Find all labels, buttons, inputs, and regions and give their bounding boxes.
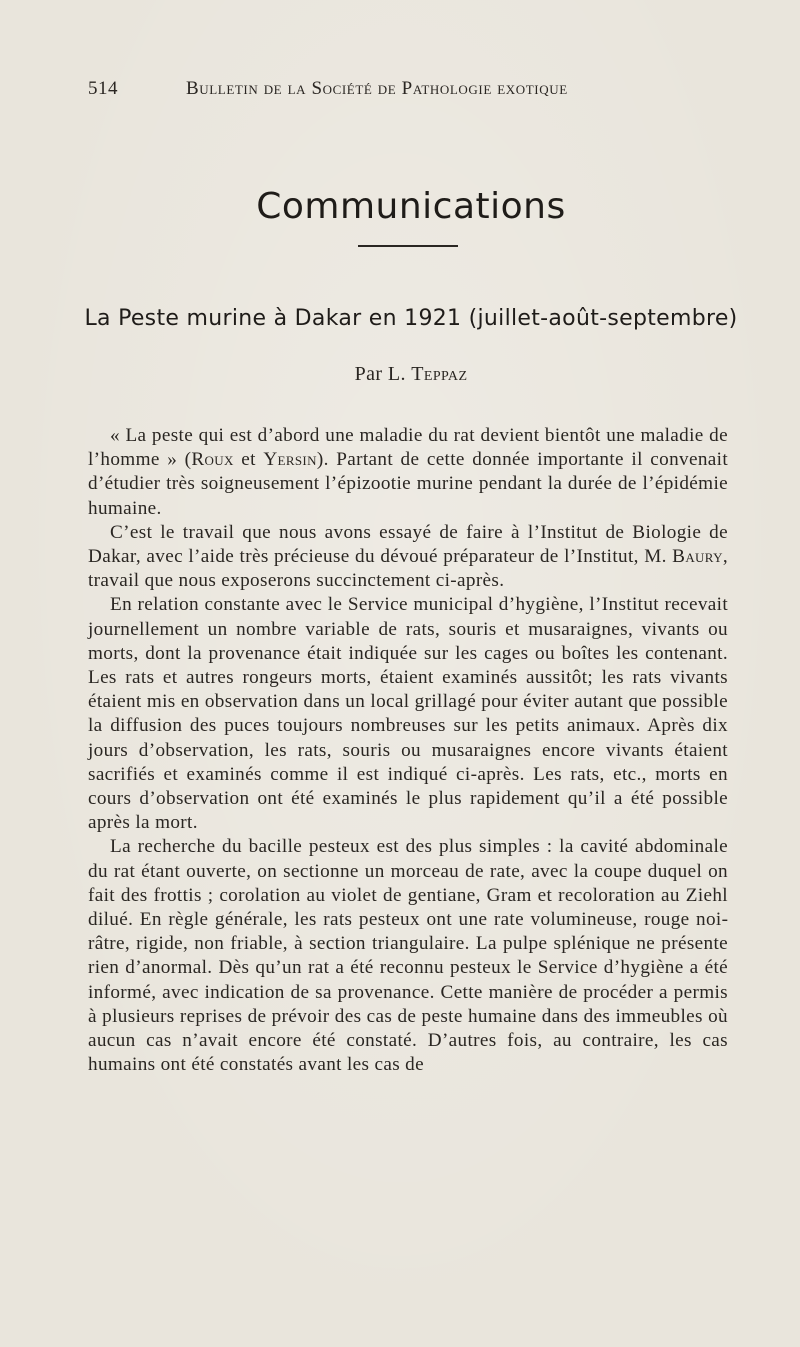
author-name: Teppaz (411, 363, 468, 385)
paragraph-text: « La peste qui est d’abord une maladie du rat devient bientôt une maladie de l’homme » ( (88, 425, 728, 471)
paragraph-text: C’est le travail que nous avons essayé de faire à l’Institut de Biologie de Dakar, avec l’aide très précieuse du dévoué préparateur de l’Institut, M. (88, 521, 728, 568)
paragraph (88, 424, 728, 521)
section-heading: Communications (256, 186, 566, 227)
byline (0, 363, 800, 386)
cited-author: Roux (191, 449, 234, 471)
paragraph-text: et (233, 449, 264, 471)
journal-title: Bulletin de la Société de Pathologie exotique (186, 78, 568, 99)
article-body (88, 424, 728, 1077)
article-title: La Peste murine à Dakar en 1921 (juillet-août-septembre) (84, 306, 738, 331)
byline-prefix: Par L. (354, 363, 412, 385)
paragraph (88, 521, 728, 594)
heading-rule (358, 245, 458, 247)
paragraph-text: ). Partant de cette donnée importante il convenait d’étudier très soigneusement l’épizootie murine pendant la durée de l’épidémie humaine. (88, 449, 728, 519)
paragraph: La recherche du bacille pesteux est des plus simples : la cavité abdominale du rat étant ouverte, on sectionne un morceau de rate, avec la coupe duquel on fait des frottis ; corolation au violet de gentiane, Gram et recoloration au Ziehl dilué. En règle générale, les rats pesteux ont une rate volumineuse, rouge noirâtre, rigide, non friable, à section triangulaire. La pulpe splénique ne présente rien d’anormal. Dès qu’un rat a été reconnu pesteux le Service d’hygiène a été informé, avec indication de sa provenance. Cette manière de procéder a permis à plusieurs reprises de prévoir des cas de peste humaine dans des immeubles où aucun cas n’avait encore été constaté. D’autres fois, au contraire, les cas humains ont été constatés avant les cas de (88, 836, 728, 1076)
cited-person: Baury (672, 546, 723, 568)
running-head (88, 78, 730, 104)
cited-author: Yersin (263, 449, 317, 471)
paragraph-text: , travail que nous exposerons succinctement ci-après. (88, 546, 728, 592)
paragraph: En relation constante avec le Service municipal d’hygiène, l’Institut recevait journellement un nombre variable de rats, souris et musaraignes, vivants ou morts, dont la provenance était indiquée sur les cages ou boîtes les contenant. Les rats et autres rongeurs morts, étaient examinés aussitôt; les rats vivants étaient mis en observation dans un local grillagé pour éviter autant que possible la diffusion des puces toujours nombreuses sur les petits animaux. Après dix jours d’observation, les rats, souris ou musaraignes encore vivants étaient sacrifiés et examinés comme il est indiqué ci-après. Les rats, etc., morts en cours d’observation ont été examinés le plus rapidement qu’il a été possible après la mort. (88, 594, 728, 834)
page-number: 514 (88, 78, 118, 99)
